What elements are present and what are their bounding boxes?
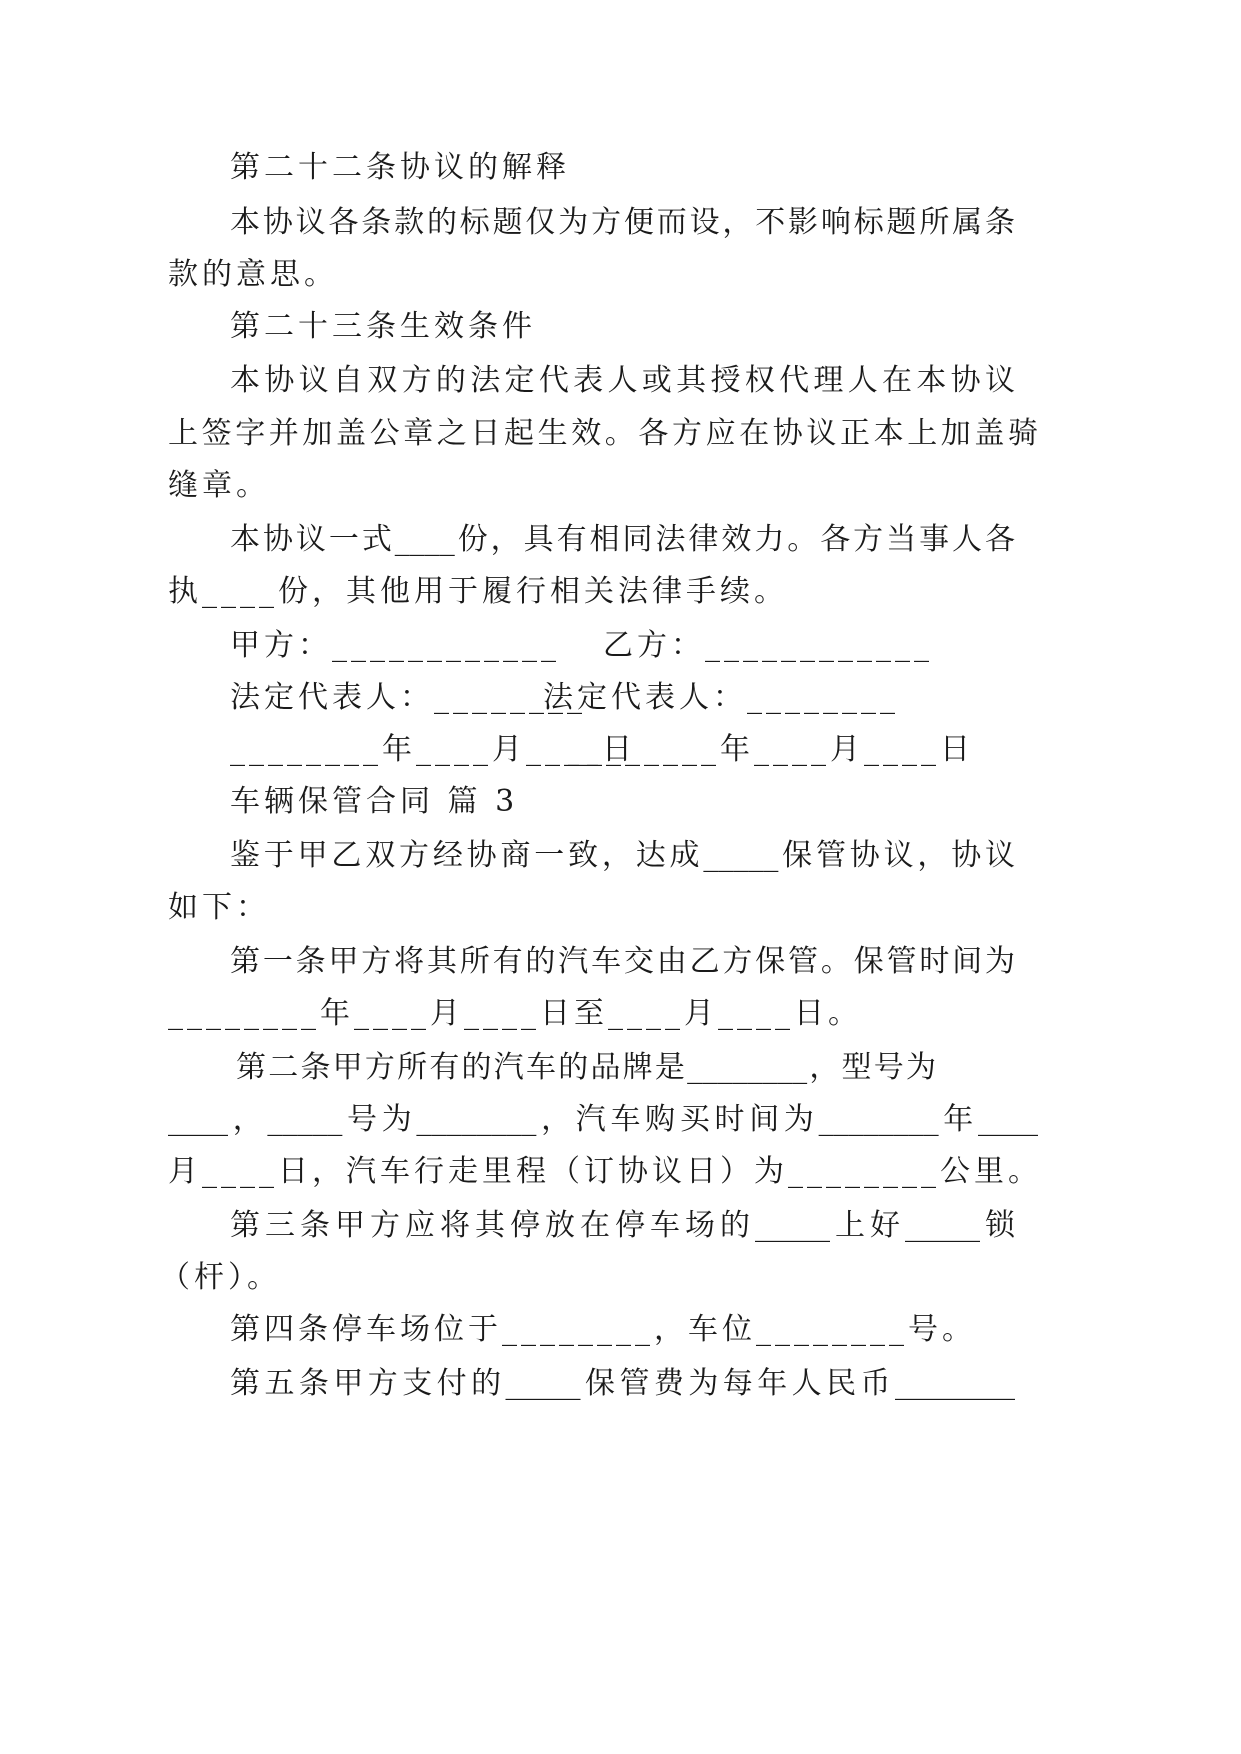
party-b-field: 乙方：____________ (603, 628, 933, 663)
paragraph-line: 第五条甲方支付的_____保管费为每年人民币________ (230, 1366, 1015, 1401)
paragraph-line: 月____日，汽车行走里程（订协议日）为________公里。 (168, 1154, 1042, 1189)
party-b-date-field: ________年____月____日 (568, 732, 974, 767)
paragraph-line: 第一条甲方将其所有的汽车交由乙方保管。保管时间为 (230, 944, 1015, 979)
article-22-heading: 第二十二条协议的解释 (230, 150, 570, 185)
paragraph-line: 第三条甲方应将其停放在停车场的_____上好_____锁 (230, 1208, 1015, 1243)
party-a-legal-rep-field: 法定代表人：________ (230, 680, 586, 715)
paragraph-line: 第四条停车场位于________，车位________号。 (230, 1312, 976, 1347)
paragraph-line: 本协议各条款的标题仅为方便而设，不影响标题所属条 (230, 205, 1015, 240)
paragraph-line: 缝章。 (168, 468, 270, 503)
paragraph-line: 鉴于甲乙双方经协商一致，达成_____保管协议，协议 (230, 838, 1015, 873)
paragraph-line: 执____份，其他用于履行相关法律手续。 (168, 574, 788, 609)
paragraph-line: 款的意思。 (168, 257, 338, 292)
party-a-field: 甲方：____________ (230, 628, 560, 663)
paragraph-line: 上签字并加盖公章之日起生效。各方应在协议正本上加盖骑 (168, 416, 1038, 451)
party-b-legal-rep-field: 法定代表人：________ (543, 680, 899, 715)
article-23-heading: 第二十三条生效条件 (230, 309, 536, 344)
paragraph-line: （杆）。 (160, 1260, 281, 1295)
paragraph-line: 第二条甲方所有的汽车的品牌是________，型号为 (236, 1050, 936, 1085)
paragraph-line: 本协议一式____份，具有相同法律效力。各方当事人各 (230, 522, 1015, 557)
paragraph-line: 本协议自双方的法定代表人或其授权代理人在本协议 (230, 363, 1015, 398)
party-a-date-field: ________年____月____日 (230, 732, 636, 767)
paragraph-line: ____，_____号为________，汽车购买时间为________年____ (168, 1102, 1038, 1137)
section-title: 车辆保管合同 篇 3 (230, 784, 519, 819)
paragraph-line: ________年____月____日至____月____日。 (168, 996, 862, 1031)
paragraph-line: 如下： (168, 890, 270, 925)
